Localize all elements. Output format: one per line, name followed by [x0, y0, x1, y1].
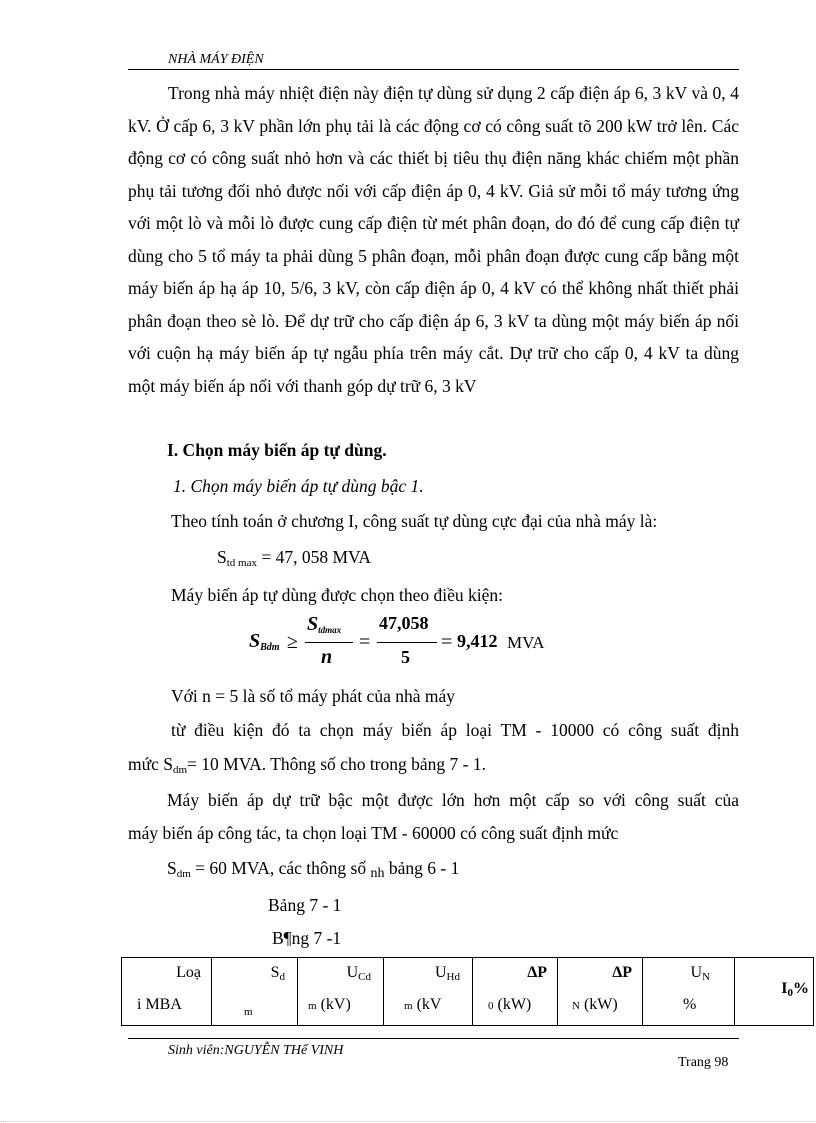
text-choice-2: mức $S_{dm}= 10$ MVA. Thông số cho trong bảng 7 - 1.: [128, 754, 486, 776]
header-rule: [128, 69, 739, 70]
formula-geq: ≥: [287, 631, 298, 653]
table-cell-dp0: ΔP 0 (kW): [473, 958, 558, 1026]
table-caption-2: B¶ng 7 -1: [272, 928, 342, 948]
footer-student-name: Sinh viên:NGUYỄN THế VINH: [168, 1043, 344, 1058]
page-bottom-border: [0, 1121, 816, 1122]
table-cell-dpn: ΔP N (kW): [558, 958, 643, 1026]
footer-rule: [128, 1038, 739, 1039]
formula-num1: $S_{tdmax}$: [307, 613, 342, 635]
stdmax-value: = 47, 058 MVA: [261, 547, 372, 567]
page-header-title: NHÀ MÁY ĐIỆN: [168, 52, 264, 67]
table-cell-uhdm: $U_{Hd}$ m (kV: [384, 958, 473, 1026]
formula-result: 9,412: [457, 631, 498, 651]
fraction-bar-2: [377, 642, 437, 643]
text-reserve-2: máy biến áp công tác, ta chọn loại TM - 60000 có công suất định mức: [128, 823, 619, 843]
transformer-parameters-table: [121, 957, 814, 1026]
table-cell-i0: $I_0\%$: [735, 958, 814, 1026]
formula-eq2: =: [441, 631, 453, 653]
stdmax-symbol: S: [217, 547, 227, 567]
subsection-heading: 1. Chọn máy biến áp tự dùng bậc 1.: [173, 476, 424, 496]
text-reserve-1: Máy biến áp dự trữ bậc một được lớn hơn một cấp so với công suất của: [167, 790, 739, 810]
text-choice-1: từ điều kiện đó ta chọn máy biến áp loại TM - 10000 có công suất định: [171, 720, 739, 740]
text-n-line: Với n = 5 là số tổ máy phát của nhà máy: [171, 686, 455, 706]
formula-unit: MVA: [507, 633, 545, 652]
sdm-line: $S_{dm} = 60$ MVA, các thông số $_{nh}$ bảng 6 - 1: [167, 858, 460, 881]
formula-eq1: =: [359, 631, 371, 653]
table-cell-ucdm: $U_{Cd}$ m (kV): [298, 958, 384, 1026]
table-cell-sdm: $S_d$ m: [212, 958, 298, 1026]
formula-den2: 5: [401, 647, 410, 667]
stdmax-line: [217, 547, 371, 569]
paragraph-intro: Trong nhà máy nhiệt điện này điện tự dùng sử dụng 2 cấp điện áp 6, 3 kV và 0, 4 kV. Ở cấp 6, 3 kV phần lớn phụ tải là các động cơ có công suất tõ 200 kW trở lên. Các động cơ có công suất nhỏ hơn và các thiết bị tiêu thụ điện năng khác chiếm một phần phụ tải tương đối nhỏ được nối với cấp điện áp 0, 4 kV. Giả sử mỗi tổ máy tương ứng với một lò và mỗi lò được cung cấp điện từ mét phân đoạn, do đó để cung cấp điện tự dùng cho 5 tổ máy ta phải dùng 5 phân đoạn, mỗi phân đoạn được cung cấp bằng một máy biến áp hạ áp 10, 5/6, 3 kV, còn cấp điện áp 0, 4 kV có thể không nhất thiết phải phân đoạn theo sè lò. Để dự trữ cho cấp điện áp 6, 3 kV ta dùng một máy biến áp nối với cuộn hạ máy biến áp tự ngẫu phía trên máy cắt. Dự trữ cho cấp 0, 4 kV ta dùng một máy biến áp nối với thanh góp dự trữ 6, 3 kV: [128, 83, 739, 396]
table-cell-type: Loạ i MBA: [122, 958, 212, 1026]
stdmax-sub: td max: [226, 557, 257, 569]
text-calc-line: Theo tính toán ở chương I, công suất tự dùng cực đại của nhà máy là:: [171, 511, 658, 531]
formula-den1: n: [321, 646, 333, 668]
table-header-row: [122, 958, 814, 1026]
formula-lhs: $S_{Bdm}$: [249, 630, 280, 653]
section-heading: I. Chọn máy biến áp tự dùng.: [167, 440, 387, 460]
table-cell-un: $U_N$ %: [643, 958, 735, 1026]
formula-num2: 47,058: [379, 613, 429, 633]
text-condition-line: Máy biến áp tự dùng được chọn theo điều kiện:: [171, 585, 503, 605]
fraction-bar-1: [305, 642, 353, 643]
footer-page-number: Trang 98: [678, 1055, 729, 1070]
table-caption-1: Bảng 7 - 1: [268, 895, 342, 915]
